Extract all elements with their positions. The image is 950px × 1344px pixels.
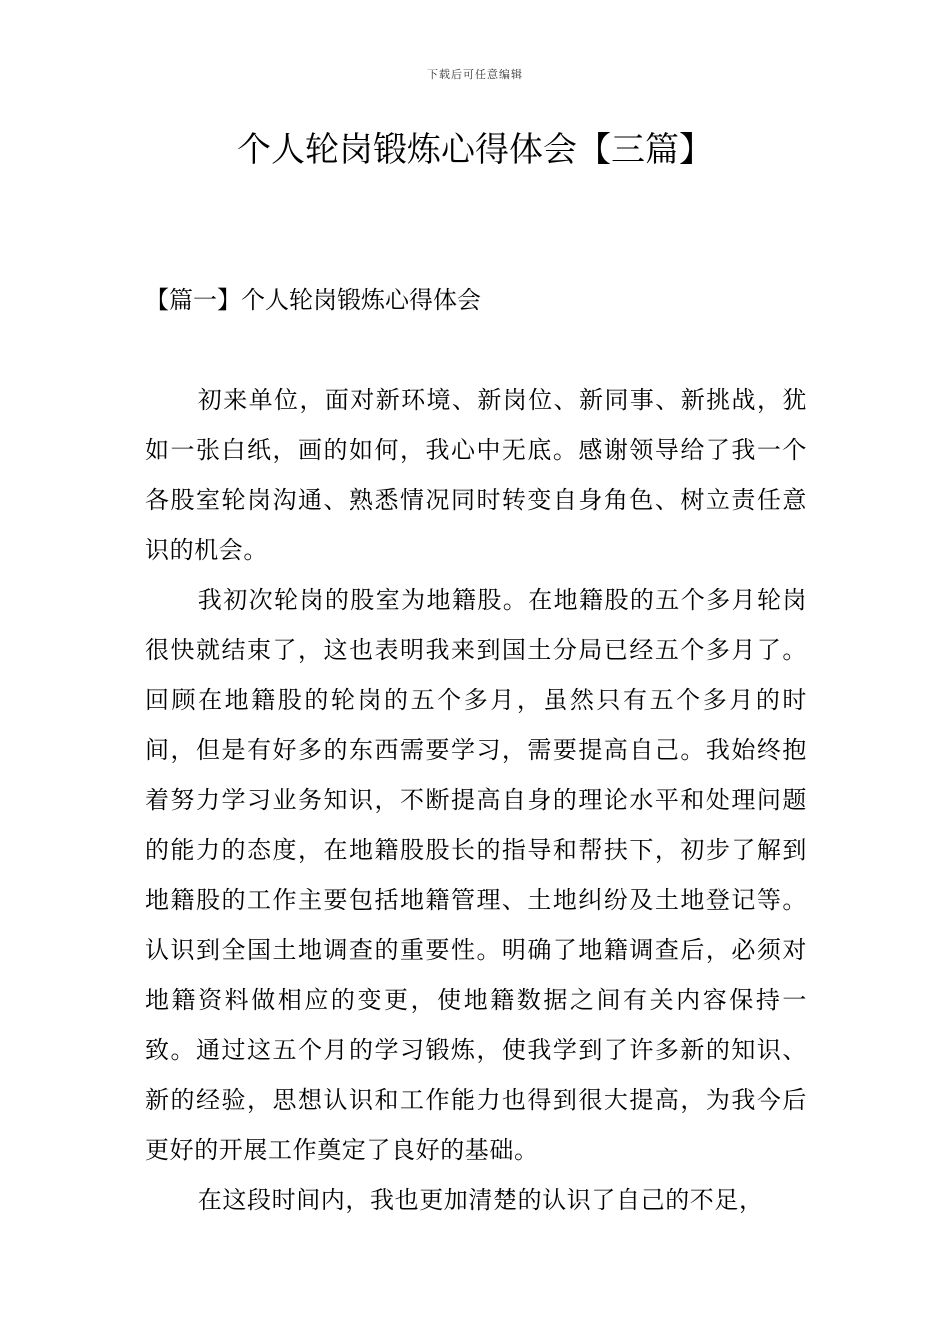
section-heading: 【篇一】个人轮岗锻炼心得体会: [145, 286, 481, 314]
document-title: 个人轮岗锻炼心得体会【三篇】: [237, 130, 713, 170]
download-note: 下载后可任意编辑: [427, 68, 523, 81]
paragraph-3: 在这段时间内，我也更加清楚的认识了自己的不足，: [197, 1186, 764, 1214]
paragraph-2: 我初次轮岗的股室为地籍股。在地籍股的五个多月轮岗很快就结束了，这也表明我来到国土分局已经五个多月了。回顾在地籍股的轮岗的五个多月，虽然只有五个多月的时间，但是有好多的东西需要学习，需要提高自己。我始终抱着努力学习业务知识，不断提高自身的理论水平和处理问题的能力的态度，在地籍股股长的指导和帮扶下，初步了解到地籍股的工作主要包括地籍管理、土地纠纷及土地登记等。认识到全国土地调查的重要性。明确了地籍调查后，必须对地籍资料做相应的变更，使地籍数据之间有关内容保持一致。通过这五个月的学习锻炼，使我学到了许多新的知识、新的经验，思想认识和工作能力也得到很大提高，为我今后更好的开展工作奠定了良好的基础。: [145, 586, 807, 1164]
paragraph-1: 初来单位，面对新环境、新岗位、新同事、新挑战，犹如一张白纸，画的如何，我心中无底。感谢领导给了我一个各股室轮岗沟通、熟悉情况同时转变自身角色、树立责任意识的机会。: [145, 386, 807, 564]
document-body: [145, 375, 807, 1225]
